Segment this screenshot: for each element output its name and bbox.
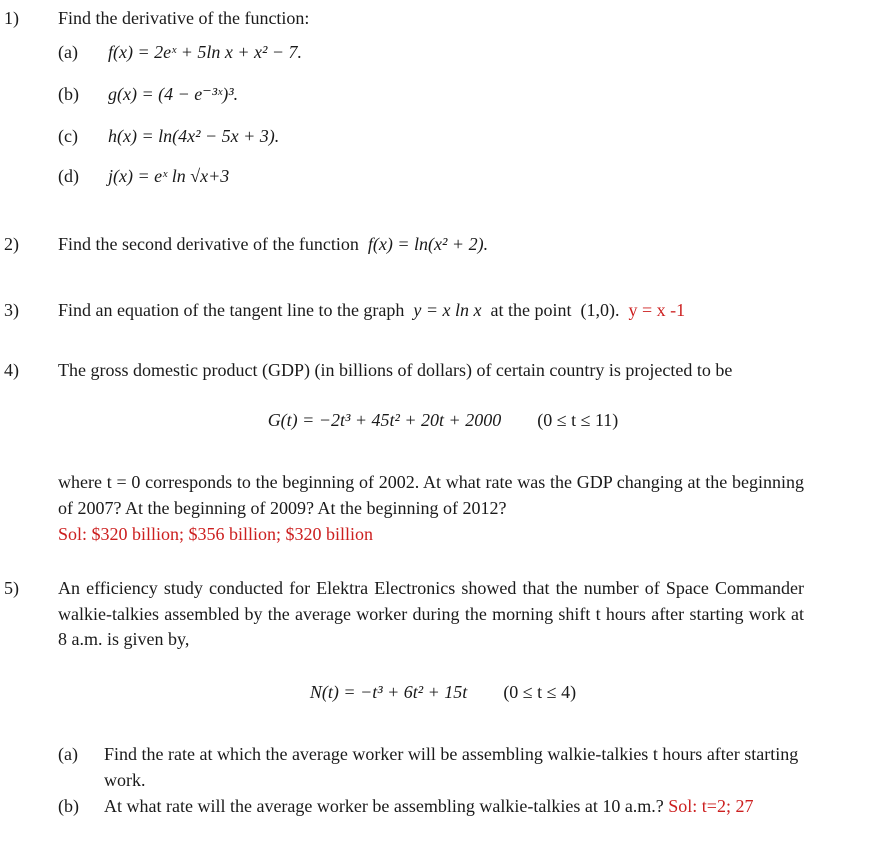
- q1-part-a-label: (a): [58, 42, 78, 62]
- q1-part-a-expr: f(x) = 2eˣ + 5ln x + x² − 7.: [108, 42, 303, 62]
- q3-prompt: Find an equation of the tangent line to the graph: [58, 300, 405, 320]
- q5-part-b: [58, 794, 826, 820]
- q1-part-b-expr: g(x) = (4 − e⁻³ˣ)³.: [108, 84, 239, 104]
- q4-domain: (0 ≤ t ≤ 11): [537, 410, 619, 430]
- q2-number: 2): [4, 234, 19, 254]
- q1-part-c-label: (c): [58, 126, 78, 146]
- q4-equation: G(t) = −2t³ + 45t² + 20t + 2000: [267, 410, 502, 430]
- q5-part-a-text: Find the rate at which the average worker will be assembling walkie-talkies t hours after starting work.: [104, 744, 799, 790]
- q5-part-b-text: At what rate will the average worker be assembling walkie-talkies at 10 a.m.?: [104, 796, 664, 816]
- q3-point: (1,0).: [580, 300, 620, 320]
- q4-equation-row: [0, 408, 886, 434]
- q5-part-b-label: (b): [58, 796, 79, 816]
- q4-solution: Sol: $320 billion; $356 billion; $320 billion: [58, 524, 374, 544]
- q4-body: where t = 0 corresponds to the beginning of 2002. At what rate was the GDP changing at the beginning of 2007? At the beginning of 2009? At the beginning of 2012?: [58, 472, 804, 518]
- q5-part-a: [58, 742, 804, 793]
- q5-part-a-label: (a): [58, 744, 78, 764]
- q2-expr: f(x) = ln(x² + 2).: [367, 234, 489, 254]
- q5-domain: (0 ≤ t ≤ 4): [503, 682, 577, 702]
- q5-equation: N(t) = −t³ + 6t² + 15t: [309, 682, 468, 702]
- q3-mid: at the point: [490, 300, 572, 320]
- q5-number: 5): [4, 578, 19, 598]
- q4-number: 4): [4, 360, 19, 380]
- q1-part-b-label: (b): [58, 84, 79, 104]
- q1-prompt: Find the derivative of the function:: [58, 8, 310, 28]
- q3-number: 3): [4, 300, 19, 320]
- q1-part-c: [58, 124, 279, 150]
- q4-prompt: The gross domestic product (GDP) (in billions of dollars) of certain country is projected to be: [58, 360, 733, 380]
- q5-part-b-solution: Sol: t=2; 27: [668, 796, 754, 816]
- q1-number: 1): [4, 8, 19, 28]
- q3-answer: y = x -1: [628, 300, 686, 320]
- q1-part-a: [58, 40, 302, 66]
- q2-prompt: Find the second derivative of the function: [58, 234, 359, 254]
- q1-part-d-expr: j(x) = eˣ ln √x+3: [108, 166, 230, 186]
- q1-part-d-label: (d): [58, 166, 79, 186]
- q1-part-c-expr: h(x) = ln(4x² − 5x + 3).: [108, 126, 280, 146]
- q1-part-d: [58, 164, 229, 190]
- q1-part-b: [58, 82, 238, 108]
- q5-prompt: An efficiency study conducted for Elektra Electronics showed that the number of Space Commander walkie-talkies assembled by the average worker during the morning shift t hours after starting work at 8 a.m. is given by,: [58, 578, 804, 650]
- q3-line: [58, 298, 804, 324]
- q5-equation-row: [0, 680, 886, 706]
- q3-expr: y = x ln x: [413, 300, 482, 320]
- q2-line: [58, 232, 804, 258]
